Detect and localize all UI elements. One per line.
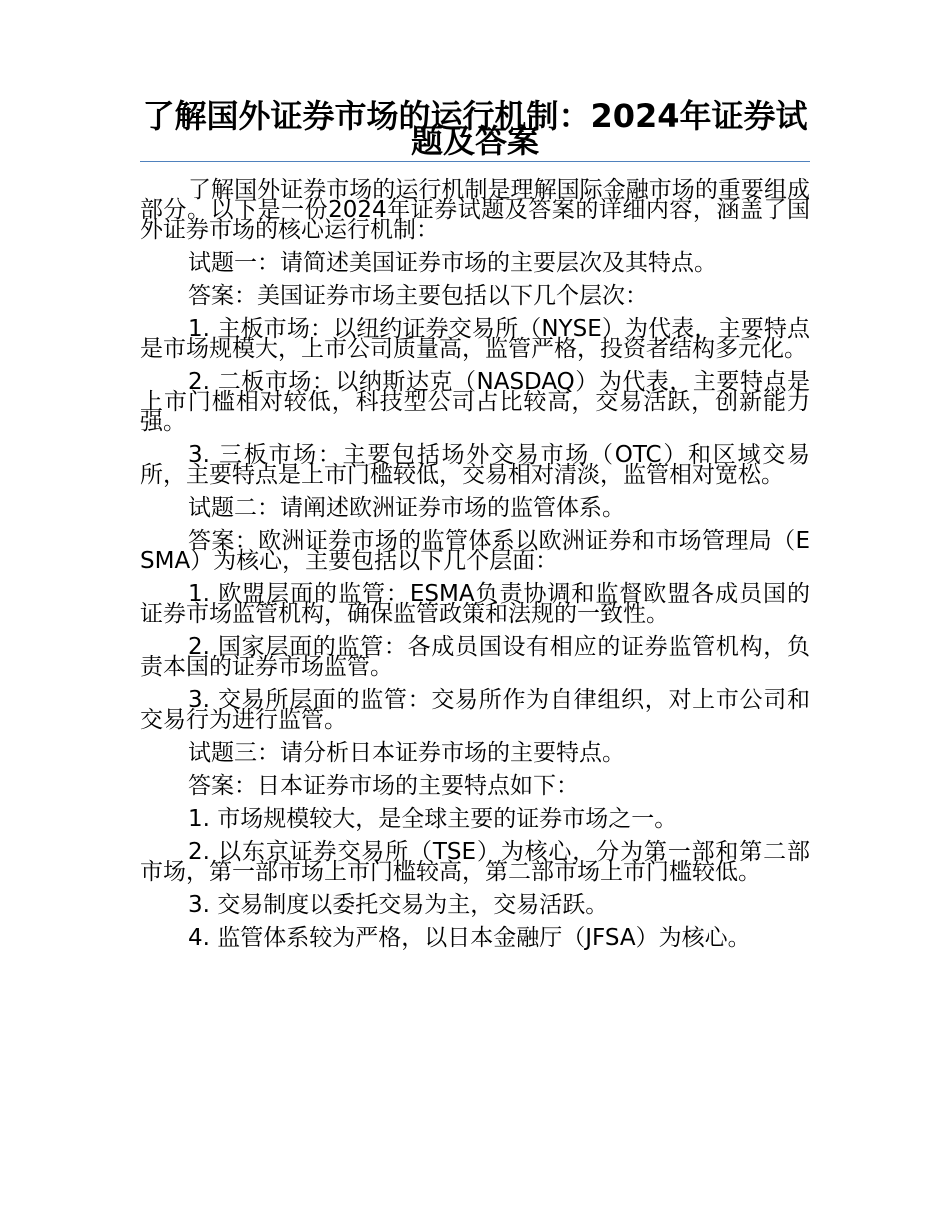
intro-paragraph: 了解国外证券市场的运行机制是理解国际金融市场的重要组成部分。以下是一份2024年证券试题及答案的详细内容，涵盖了国外证券市场的核心运行机制： [140, 177, 810, 243]
answer-1-item-2: 2. 二板市场：以纳斯达克（NASDAQ）为代表，主要特点是上市门槛相对较低，科技型公司占比较高，交易活跃，创新能力强。 [140, 369, 810, 435]
document-title: 了解国外证券市场的运行机制：2024年证券试题及答案 [142, 97, 808, 160]
question-2: 试题二：请阐述欧洲证券市场的监管体系。 [188, 495, 625, 521]
answer-2-item-1: 1. 欧盟层面的监管：ESMA负责协调和监督欧盟各成员国的证券市场监管机构，确保监管政策和法规的一致性。 [140, 581, 810, 627]
answer-3-item-3: 3. 交易制度以委托交易为主，交易活跃。 [188, 892, 609, 918]
document-body [140, 177, 810, 961]
answer-3-item-4: 4. 监管体系较为严格，以日本金融厅（JFSA）为核心。 [188, 925, 751, 951]
answer-2-item-2: 2. 国家层面的监管：各成员国设有相应的证券监管机构，负责本国的证券市场监管。 [140, 634, 810, 680]
answer-2-lead: 答案：欧洲证券市场的监管体系以欧洲证券和市场管理局（ESMA）为核心，主要包括以下几个层面： [140, 528, 810, 574]
answer-3-item-2: 2. 以东京证券交易所（TSE）为核心，分为第一部和第二部市场，第一部市场上市门槛较高，第二部市场上市门槛较低。 [140, 839, 810, 885]
question-1: 试题一：请简述美国证券市场的主要层次及其特点。 [188, 250, 717, 276]
answer-1-item-1: 1. 主板市场：以纽约证券交易所（NYSE）为代表，主要特点是市场规模大，上市公司质量高，监管严格，投资者结构多元化。 [140, 316, 810, 362]
answer-3-lead: 答案：日本证券市场的主要特点如下： [188, 773, 579, 799]
answer-1-item-3: 3. 三板市场：主要包括场外交易市场（OTC）和区域交易所，主要特点是上市门槛较低，交易相对清淡，监管相对宽松。 [140, 442, 810, 488]
title-underline [140, 161, 810, 162]
question-3: 试题三：请分析日本证券市场的主要特点。 [188, 740, 625, 766]
answer-1-lead: 答案：美国证券市场主要包括以下几个层次： [188, 283, 648, 309]
answer-2-item-3: 3. 交易所层面的监管：交易所作为自律组织，对上市公司和交易行为进行监管。 [140, 687, 810, 733]
answer-3-item-1: 1. 市场规模较大，是全球主要的证券市场之一。 [188, 806, 678, 832]
